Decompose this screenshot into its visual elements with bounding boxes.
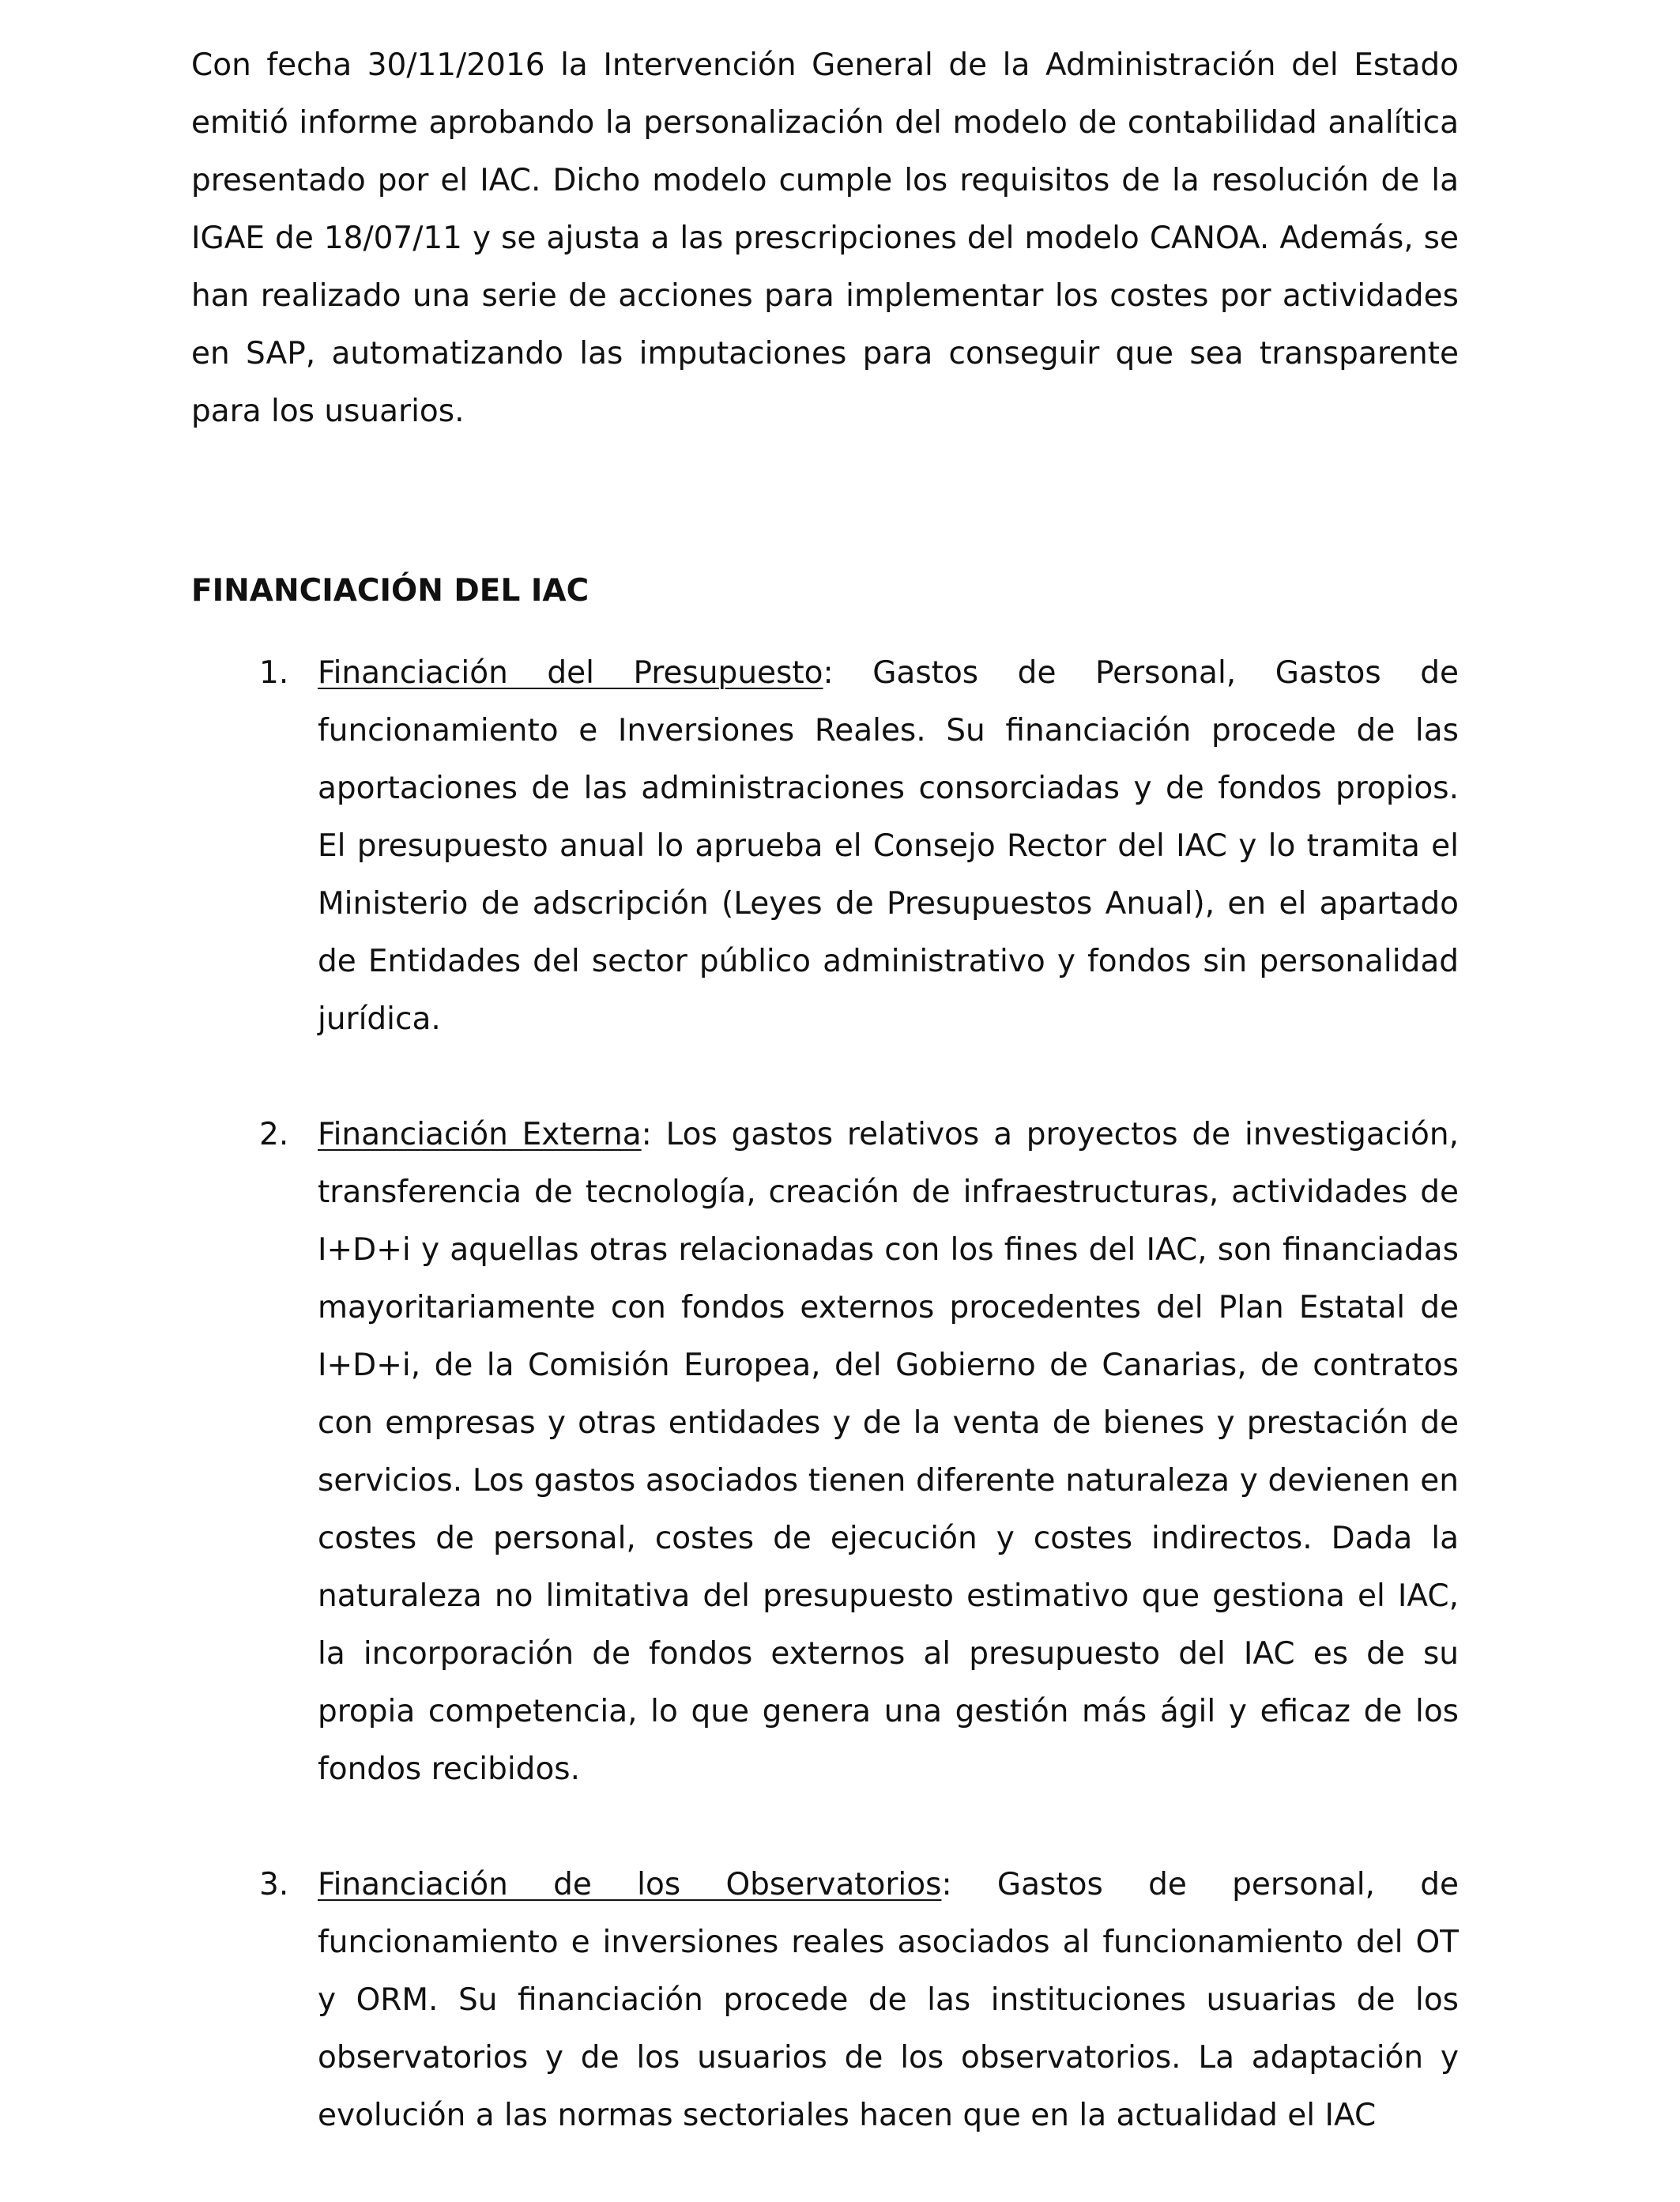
list-item xyxy=(191,1856,1459,2144)
list-item-body xyxy=(318,1856,1459,2144)
list-item xyxy=(191,1106,1459,1798)
list-item-number: 3. xyxy=(259,1867,289,1902)
list-item-number: 1. xyxy=(259,655,289,691)
list-item-number: 2. xyxy=(259,1117,289,1152)
section-heading: FINANCIACIÓN DEL IAC xyxy=(191,573,590,609)
list-item xyxy=(191,644,1459,1048)
list-item-title: Financiación de los Observatorios xyxy=(318,1867,942,1902)
document-page xyxy=(191,36,1459,2202)
financing-list xyxy=(191,644,1459,2144)
list-item-text: Los gastos relativos a proyectos de investigación, transferencia de tecnología, creación de infraestructuras, actividades de I+D+i y aquellas otras relacionadas con los fines del IAC, son financiadas mayoritariamente con fondos externos procedentes del Plan Estatal de I+D+i, de la Comisión Europea, del Gobierno de Canarias, de contratos con empresas y otras entidades y de la venta de bienes y prestación de servicios. Los gastos asociados tienen diferente naturaleza y devienen en costes de personal, costes de ejecución y costes indirectos. Dada la naturaleza no limitativa del presupuesto estimativo que gestiona el IAC, la incorporación de fondos externos al presupuesto del IAC es de su propia competencia, lo que genera una gestión más ágil y eficaz de los fondos recibidos. xyxy=(318,1117,1459,1787)
list-item-title: Financiación del Presupuesto xyxy=(318,655,823,691)
list-item-body xyxy=(318,1106,1459,1798)
list-item-separator: : xyxy=(941,1867,952,1902)
list-item-separator: : xyxy=(823,655,834,691)
list-item-title: Financiación Externa xyxy=(318,1117,642,1152)
list-item-text: Gastos de Personal, Gastos de funcionamiento e Inversiones Reales. Su financiación procede de las aportaciones de las administraciones consorciadas y de fondos propios. El presupuesto anual lo aprueba el Consejo Rector del IAC y lo tramita el Ministerio de adscripción (Leyes de Presupuestos Anual), en el apartado de Entidades del sector público administrativo y fondos sin personalidad jurídica. xyxy=(318,655,1459,1037)
list-item-body xyxy=(318,644,1459,1048)
intro-paragraph: Con fecha 30/11/2016 la Intervención General de la Administración del Estado emitió informe aprobando la personalización del modelo de contabilidad analítica presentado por el IAC. Dicho modelo cumple los requisitos de la resolución de la IGAE de 18/07/11 y se ajusta a las prescripciones del modelo CANOA. Además, se han realizado una serie de acciones para implementar los costes por actividades en SAP, automatizando las imputaciones para conseguir que sea transparente para los usuarios. xyxy=(191,47,1459,429)
list-item-text: Gastos de personal, de funcionamiento e inversiones reales asociados al funcionamiento del OT y ORM. Su financiación procede de las instituciones usuarias de los observatorios y de los usuarios de los observatorios. La adaptación y evolución a las normas sectoriales hacen que en la actualidad el IAC xyxy=(318,1867,1459,2133)
list-item-separator: : xyxy=(641,1117,652,1152)
